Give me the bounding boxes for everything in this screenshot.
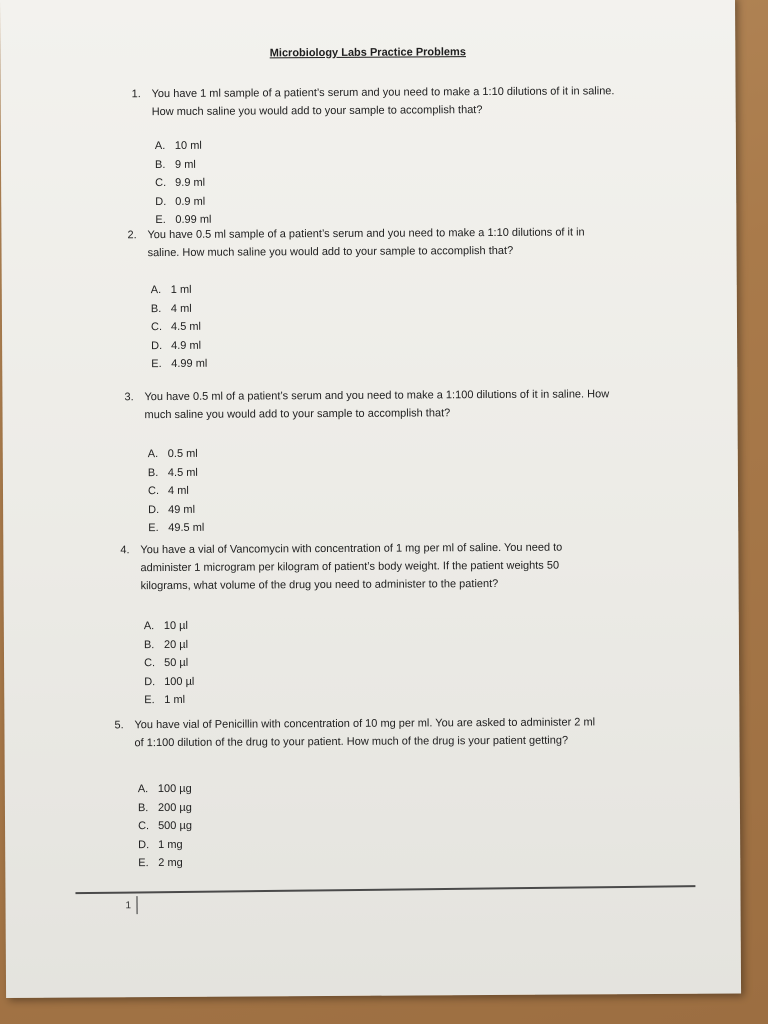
answer-choice: C. 50 µl: [144, 656, 189, 670]
answer-choice: A. 0.5 ml: [147, 447, 198, 461]
question-4: [120, 538, 691, 710]
answer-choice: C. 4.5 ml: [150, 320, 202, 334]
answer-choice: B. 4.5 ml: [147, 466, 198, 479]
question-number: 1.: [131, 88, 141, 101]
question-number: 3.: [124, 391, 134, 404]
answer-choice: D. 49 ml: [148, 503, 196, 516]
question-text-line: much saline you would add to your sample to accomplish that?: [144, 407, 451, 422]
answer-choice: D. 0.9 ml: [155, 195, 206, 208]
question-text-line: administer 1 microgram per kilogram of patient’s body weight. If the patient weights 50: [140, 559, 560, 575]
answer-choice: E. 1 ml: [144, 693, 186, 707]
question-text-line: saline. How much saline you would add to your sample to accomplish that?: [147, 244, 514, 260]
answer-choice: E. 0.99 ml: [155, 213, 212, 227]
answer-choice: D. 1 mg: [138, 838, 183, 851]
answer-choice: D. 100 µl: [144, 675, 195, 688]
answer-choice: B. 9 ml: [154, 158, 196, 171]
answer-choice: E. 4.99 ml: [151, 357, 208, 371]
answer-choice: A. 10 µl: [143, 619, 188, 633]
answer-choice: B. 4 ml: [150, 302, 192, 315]
question-text-line: You have 0.5 ml sample of a patient’s serum and you need to make a 1:10 dilutions of it in: [147, 226, 585, 242]
answer-choices: [155, 134, 693, 230]
answer-choice: A. 10 ml: [154, 139, 202, 153]
answer-choice: B. 20 µl: [143, 638, 189, 651]
answer-choice: C. 4 ml: [147, 484, 189, 498]
question-text-line: You have a vial of Vancomycin with concentration of 1 mg per ml of saline. You need to: [140, 541, 563, 557]
question-text-line: kilograms, what volume of the drug you need to administer to the patient?: [140, 577, 499, 593]
question-number: 2.: [127, 229, 137, 242]
answer-choice: E. 2 mg: [138, 856, 183, 870]
document-title: Microbiology Labs Practice Problems: [269, 46, 466, 60]
question-1: [132, 82, 693, 230]
answer-choice: D. 4.9 ml: [151, 339, 202, 352]
question-number: 5.: [114, 719, 124, 732]
answer-choice: C. 500 µg: [138, 819, 192, 833]
answer-choice: A. 100 µg: [137, 782, 192, 796]
question-number: 4.: [120, 544, 130, 557]
question-2: [127, 223, 688, 374]
question-text-line: of 1:100 dilution of the drug to your patient. How much of the drug is your patient getting?: [134, 734, 569, 750]
question-text-line: How much saline you would add to your sample to accomplish that?: [151, 104, 483, 119]
answer-choices: [138, 777, 696, 873]
answer-choices: [151, 278, 689, 374]
answer-choice: E. 49.5 ml: [148, 521, 205, 535]
page-number: 1: [125, 900, 132, 912]
answer-choice: A. 1 ml: [150, 283, 192, 297]
question-text-line: You have 1 ml sample of a patient’s serum and you need to make a 1:10 dilutions of it in saline.: [151, 85, 615, 101]
question-3: [124, 385, 690, 538]
answer-choice: B. 200 µg: [137, 801, 192, 814]
question-text-line: You have 0.5 ml of a patient’s serum and you need to make a 1:100 dilutions of it in saline. How: [144, 388, 610, 404]
horizontal-rule: [75, 885, 695, 894]
question-text-line: You have vial of Penicillin with concentration of 10 mg per ml. You are asked to administer 2 ml: [134, 716, 596, 732]
question-5: [114, 713, 695, 873]
answer-choices: [148, 442, 691, 538]
answer-choices: [144, 614, 692, 710]
text-cursor: [136, 896, 137, 914]
answer-choice: C. 9.9 ml: [155, 176, 206, 190]
